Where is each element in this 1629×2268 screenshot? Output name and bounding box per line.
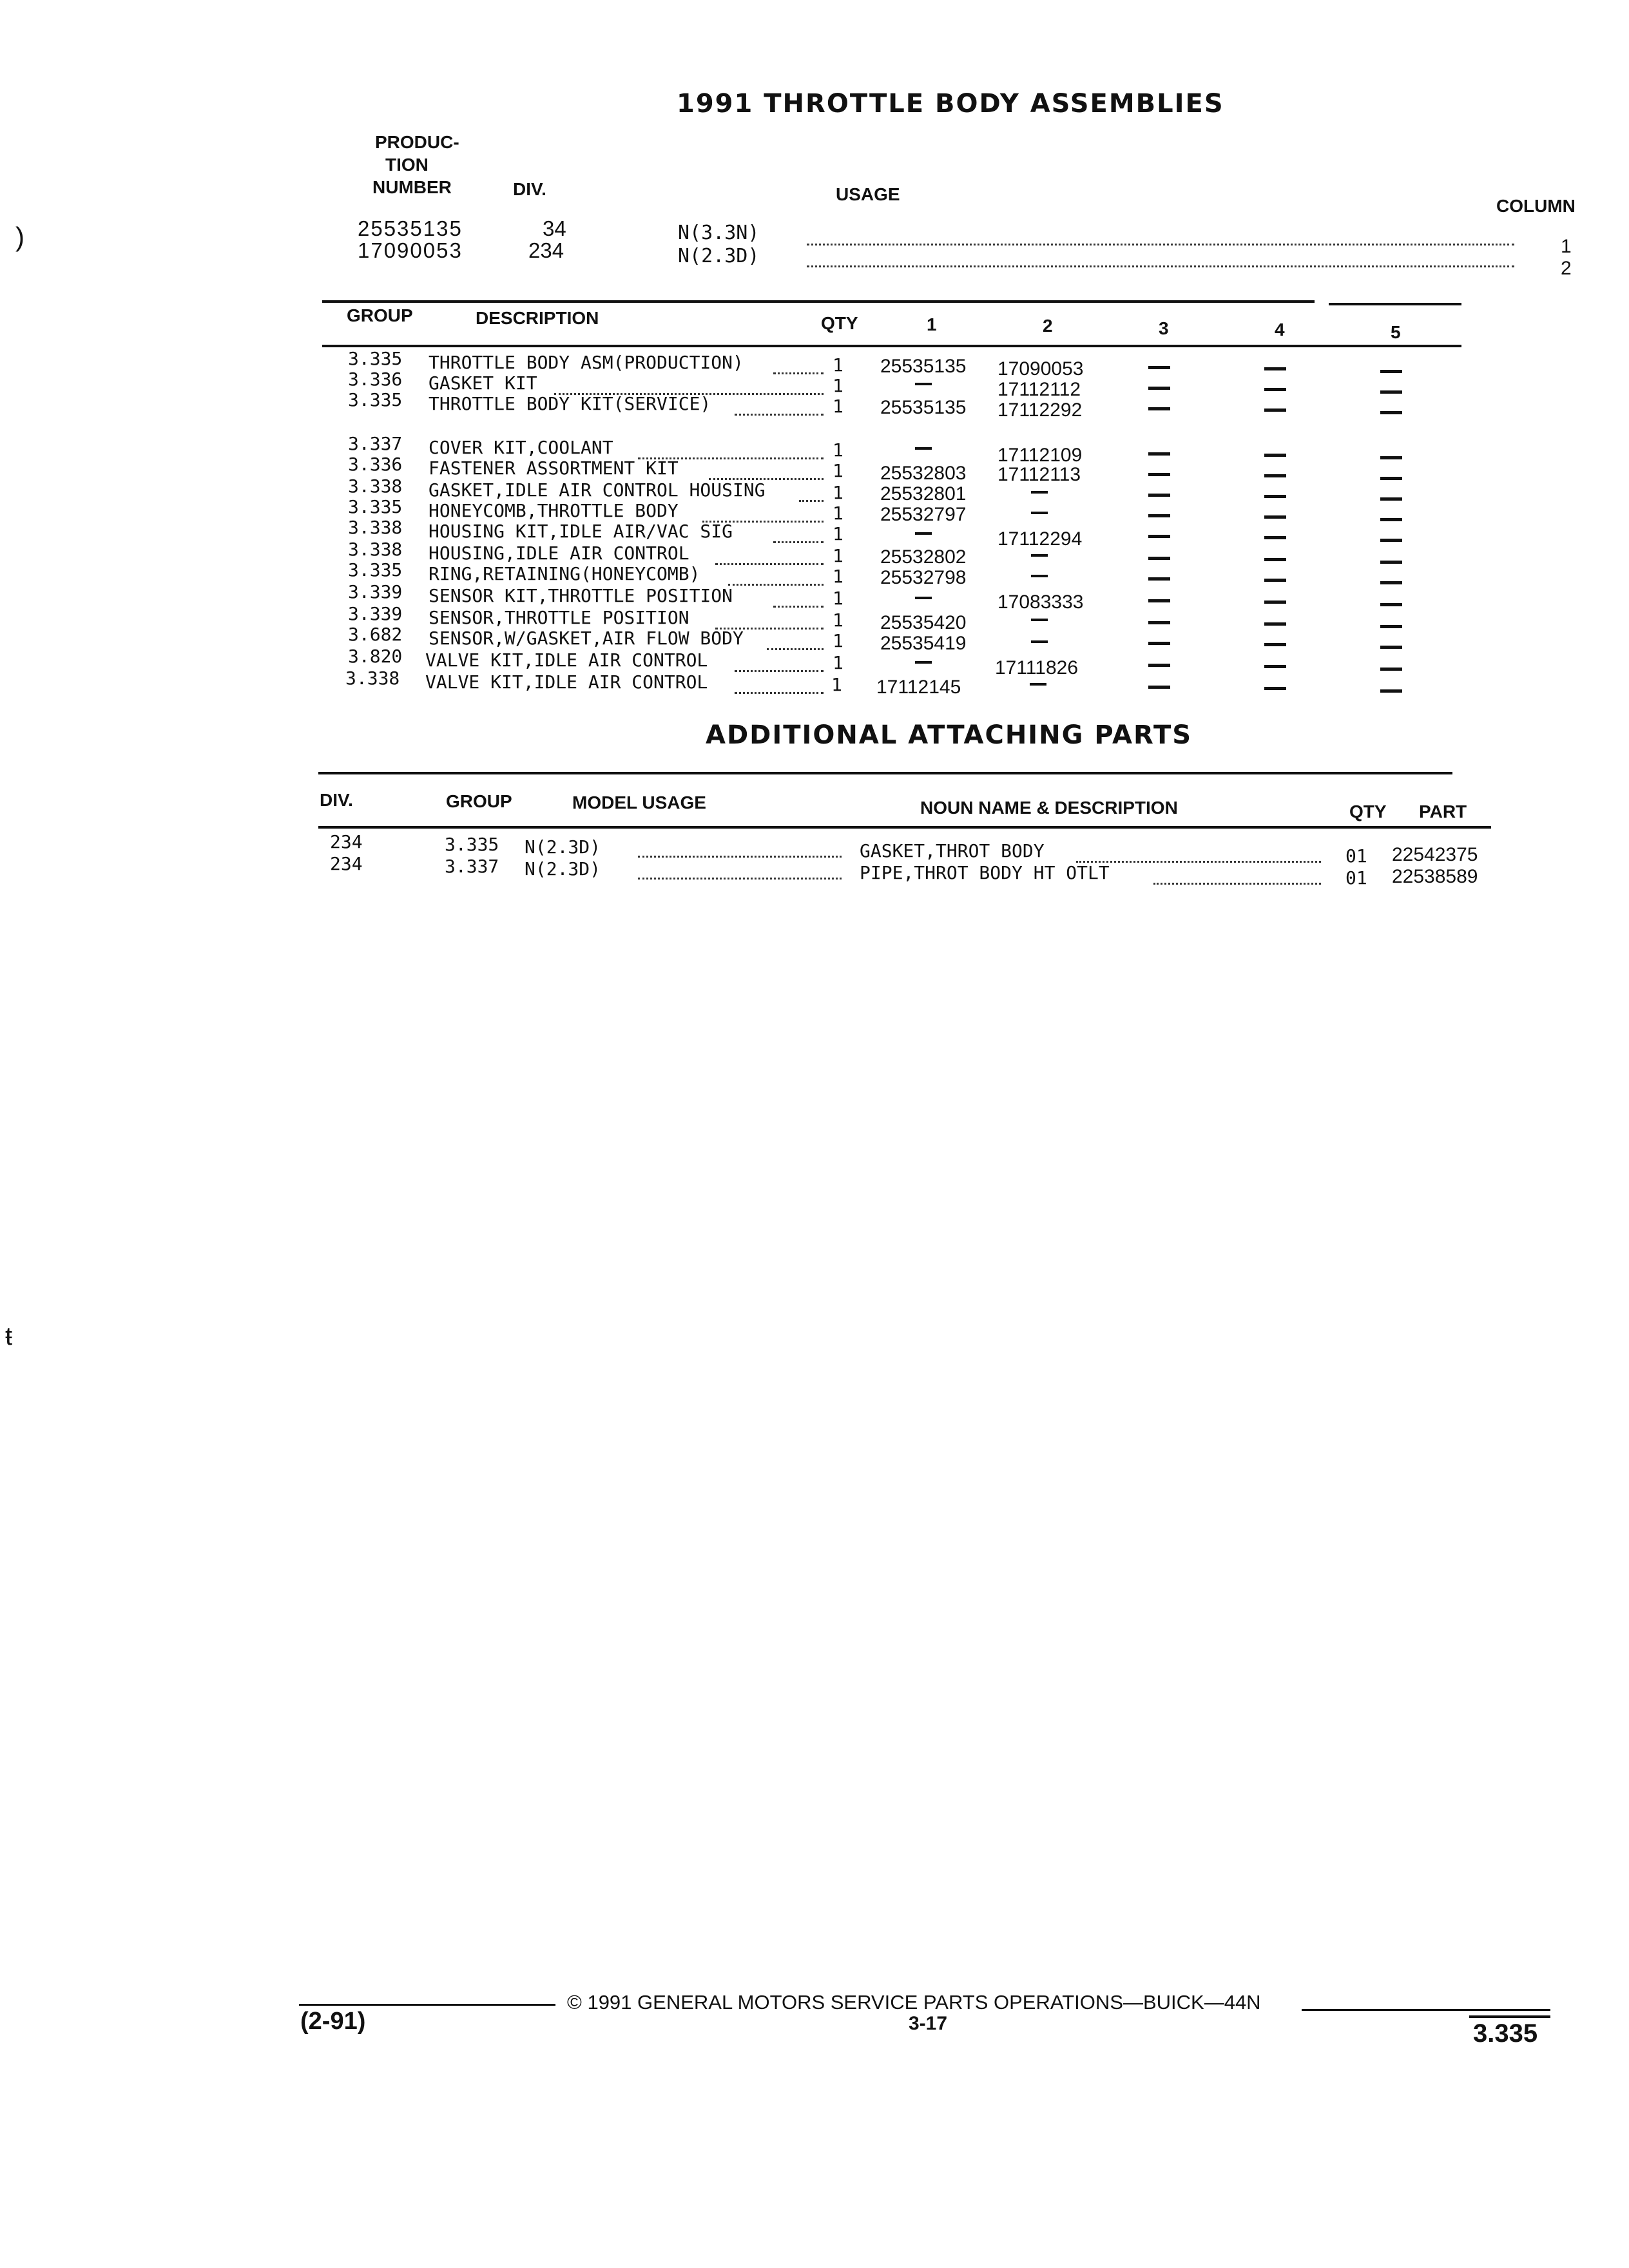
description-cell: HONEYCOMB,THROTTLE BODY (429, 500, 679, 521)
usage-model: N(3.3N) (678, 222, 760, 244)
col-header-group: GROUP (446, 791, 512, 811)
description-cell: VALVE KIT,IDLE AIR CONTROL (425, 649, 708, 671)
col-header-qty: QTY (1349, 802, 1387, 822)
description-cell: THROTTLE BODY ASM(PRODUCTION) (429, 352, 744, 373)
qty-cell: 1 (833, 354, 843, 376)
qty-cell: 1 (833, 375, 843, 396)
table-top-rule (1329, 303, 1461, 305)
group-cell: 3.338 (345, 668, 400, 689)
col2-cell: 17112294 (998, 528, 1083, 550)
footer-date: (2-91) (300, 2008, 366, 2035)
qty-cell: 1 (833, 523, 843, 544)
qty-cell: 01 (1345, 867, 1367, 889)
description-cell: FASTENER ASSORTMENT KIT (429, 457, 679, 479)
col2-cell: 17112292 (998, 399, 1083, 421)
group-cell: 3.682 (348, 624, 403, 645)
production-number: 17090053 (358, 238, 463, 262)
description-cell: GASKET,IDLE AIR CONTROL HOUSING (429, 479, 766, 501)
col1-cell: 25535420 (880, 612, 967, 633)
description-cell: SENSOR,W/GASKET,AIR FLOW BODY (429, 628, 744, 649)
additional-header-rule (318, 826, 1491, 829)
usage-label: USAGE (836, 184, 900, 204)
col-header-qty: QTY (821, 313, 858, 333)
group-cell: 3.338 (348, 476, 403, 497)
col1-cell: 25532802 (880, 546, 967, 568)
table-header-rule (322, 345, 1461, 347)
column-label: COLUMN (1496, 196, 1576, 216)
col1-cell: 25532798 (880, 567, 967, 588)
group-cell: 3.336 (348, 454, 403, 475)
description-cell: HOUSING KIT,IDLE AIR/VAC SIG (429, 521, 733, 542)
col-header-noun: NOUN NAME & DESCRIPTION (920, 798, 1178, 818)
col1-cell: 25535135 (880, 397, 967, 418)
noun-cell: GASKET,THROT BODY (860, 840, 1045, 861)
col-header-model-usage: MODEL USAGE (572, 793, 706, 812)
col-header-part: PART (1419, 802, 1467, 822)
production-number-label-2: TION (385, 155, 429, 175)
description-cell: COVER KIT,COOLANT (429, 437, 613, 458)
col1-cell: 25535419 (880, 633, 967, 654)
description-cell: SENSOR,THROTTLE POSITION (429, 607, 689, 628)
col2-cell: 17083333 (998, 591, 1084, 613)
description-cell: VALVE KIT,IDLE AIR CONTROL (425, 671, 708, 693)
group-cell: 3.338 (348, 517, 403, 538)
group-cell: 3.339 (348, 603, 403, 624)
table-top-rule (322, 300, 1315, 303)
col2-cell: 17090053 (998, 358, 1084, 380)
part-cell: 22538589 (1392, 866, 1478, 887)
group-cell: 3.337 (348, 433, 403, 454)
description-cell: THROTTLE BODY KIT(SERVICE) (429, 393, 711, 414)
model-cell: N(2.3D) (525, 836, 601, 858)
group-cell: 3.336 (348, 369, 403, 390)
col1-cell: 25532801 (880, 483, 967, 505)
col-header-group: GROUP (347, 305, 413, 325)
div-label: DIV. (513, 179, 546, 199)
production-number: 25535135 (358, 216, 463, 240)
page-title: 1991 THROTTLE BODY ASSEMBLIES (677, 89, 1224, 119)
col2-cell: 17112109 (998, 445, 1083, 466)
qty-cell: 1 (833, 396, 843, 417)
col1-cell: 25535135 (880, 356, 967, 377)
group-cell: 3.338 (348, 539, 403, 560)
qty-cell: 1 (831, 674, 842, 695)
usage-column: 2 (1561, 258, 1572, 279)
footer-copyright: © 1991 GENERAL MOTORS SERVICE PARTS OPERATIONS—BUICK—44N (567, 1991, 1261, 2013)
qty-cell: 1 (833, 588, 843, 609)
usage-div: 234 (528, 238, 564, 262)
footer-rule-left (299, 2004, 555, 2006)
footer-rule-right (1302, 2009, 1550, 2011)
group-cell: 3.335 (348, 389, 403, 410)
group-cell: 3.335 (445, 834, 499, 855)
footer-section-number: 3.335 (1473, 2019, 1538, 2048)
col1-cell: 25532797 (880, 504, 967, 525)
qty-cell: 1 (833, 439, 843, 461)
col2-cell: 17112112 (998, 379, 1081, 400)
group-cell: 3.335 (348, 348, 403, 369)
description-cell: HOUSING,IDLE AIR CONTROL (429, 543, 689, 564)
div-cell: 234 (330, 831, 363, 852)
margin-mark: ) (15, 222, 24, 252)
qty-cell: 1 (833, 652, 843, 673)
col-header-div: DIV. (320, 790, 353, 810)
usage-div: 34 (543, 216, 566, 240)
qty-cell: 1 (833, 566, 843, 587)
footer-page-number: 3-17 (909, 2013, 948, 2034)
col-header-5: 5 (1391, 322, 1401, 342)
col1-cell: 17112145 (876, 677, 961, 698)
usage-model: N(2.3D) (678, 245, 760, 267)
qty-cell: 1 (833, 610, 843, 631)
col2-cell: 17112113 (998, 464, 1081, 485)
qty-cell: 1 (833, 482, 843, 503)
col-header-description: DESCRIPTION (476, 308, 599, 328)
qty-cell: 1 (833, 545, 843, 566)
description-cell: RING,RETAINING(HONEYCOMB) (429, 563, 700, 584)
col-header-1: 1 (927, 314, 937, 334)
group-cell: 3.820 (348, 646, 403, 667)
qty-cell: 01 (1345, 845, 1367, 867)
margin-mark: ŧ (5, 1322, 13, 1350)
production-number-label-3: NUMBER (372, 177, 452, 197)
col1-cell: 25532803 (880, 463, 967, 484)
model-cell: N(2.3D) (525, 858, 601, 879)
col-header-2: 2 (1043, 316, 1053, 336)
usage-column: 1 (1561, 236, 1572, 257)
qty-cell: 1 (833, 460, 843, 481)
group-cell: 3.335 (348, 496, 403, 517)
description-cell: SENSOR KIT,THROTTLE POSITION (429, 585, 733, 606)
col-header-3: 3 (1159, 318, 1169, 338)
additional-top-rule (318, 772, 1452, 774)
qty-cell: 1 (833, 630, 843, 651)
group-cell: 3.335 (348, 559, 403, 581)
part-cell: 22542375 (1392, 844, 1478, 865)
div-cell: 234 (330, 853, 363, 874)
col2-cell: 17111826 (995, 657, 1079, 678)
production-number-label-1: PRODUC- (375, 132, 459, 152)
noun-cell: PIPE,THROT BODY HT OTLT (860, 862, 1110, 883)
col-header-4: 4 (1275, 320, 1285, 340)
group-cell: 3.339 (348, 581, 403, 602)
qty-cell: 1 (833, 503, 843, 524)
footer-rule-section (1469, 2015, 1550, 2018)
description-cell: GASKET KIT (429, 372, 537, 394)
group-cell: 3.337 (445, 856, 499, 877)
additional-parts-title: ADDITIONAL ATTACHING PARTS (706, 720, 1193, 750)
